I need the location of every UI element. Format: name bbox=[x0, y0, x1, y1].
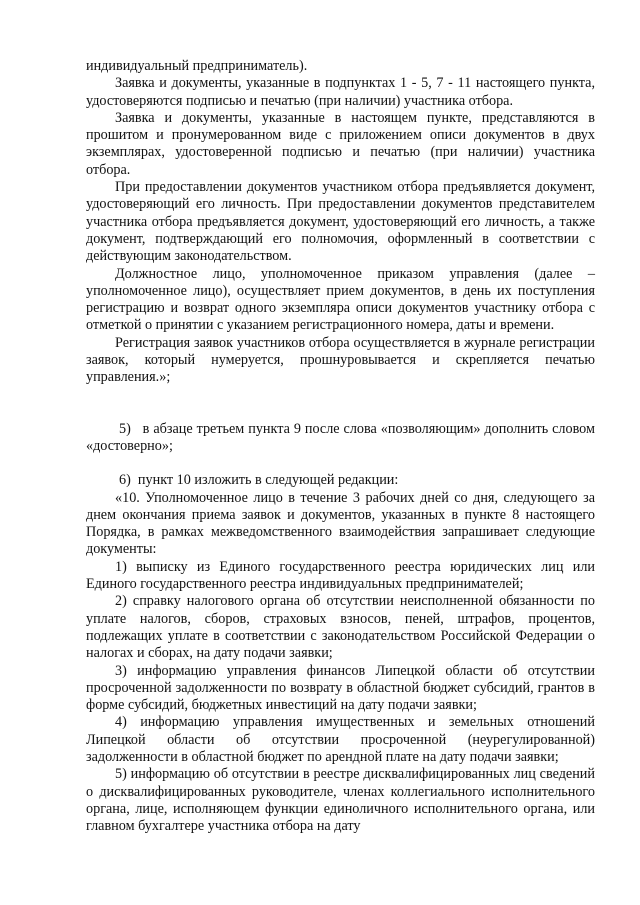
paragraph-item-6: 6) пункт 10 изложить в следующей редакции: bbox=[119, 472, 399, 489]
paragraph-clause-10: «10. Уполномоченное лицо в течение 3 рабочих дней со дня, следующего за днем окончания приема заявок и документов, указанных в пункте 8 настоящего Порядка, в рамках межведомственного взаимодействия запрашивает следующие документы: bbox=[86, 489, 595, 558]
list-item-1: 1) выписку из Единого государственного реестра юридических лиц или Единого государственного реестра индивидуальных предпринимателей; bbox=[86, 558, 595, 593]
list-item-3: 3) информацию управления финансов Липецкой области об отсутствии просроченной задолженности по возврату в областной бюджет субсидий, грантов в форме субсидий, бюджетных инвестиций на дату подачи заявки; bbox=[86, 662, 595, 714]
spacer bbox=[86, 387, 595, 421]
paragraph-continuation: индивидуальный предприниматель). bbox=[86, 58, 308, 74]
list-item-4: 4) информацию управления имущественных и земельных отношений Липецкой области об отсутствии просроченной (неурегулированной) задолженности в областной бюджет по арендной плате на дату подачи заявки; bbox=[86, 714, 595, 765]
document-page bbox=[86, 58, 595, 835]
spacer bbox=[86, 455, 595, 472]
list-item-2: 2) справку налогового органа об отсутствии неисполненной обязанности по уплате налогов, сборов, страховых взносов, пеней, штрафов, процентов, подлежащих уплате в соответствии с законодательством Российской Федерации о налогах и сборах, на дату подачи заявки; bbox=[86, 593, 595, 662]
list-item-5: 5) информацию об отсутствии в реестре дисквалифицированных лиц сведений о дисквалифицированных руководителе, членах коллегиального исполнительного органа, лице, исполняющем функции единоличного исполнительного органа, или главном бухгалтере участника отбора на дату bbox=[86, 766, 595, 835]
paragraph-item-5: 5) в абзаце третьем пункта 9 после слова «позволяющим» дополнить словом «достоверно»; bbox=[86, 420, 595, 454]
paragraph-binding-rule: Заявка и документы, указанные в настоящем пункте, представляются в прошитом и пронумерованном виде с приложением описи документов в двух экземплярах, удостоверенной подписью и печатью (при наличии) участника отбора. bbox=[86, 109, 595, 178]
paragraph-registration: Регистрация заявок участников отбора осуществляется в журнале регистрации заявок, который нумеруется, прошнуровывается и скрепляется печатью управления.»; bbox=[86, 334, 595, 386]
paragraph-identity-rule: При предоставлении документов участником отбора предъявляется документ, удостоверяющий его личность. При предоставлении документов представителем участника отбора предъявляется документ, удостоверяющий его личность, а также документ, подтверждающий его полномочия, оформленный в соответствии с действующим законодательством. bbox=[86, 179, 595, 265]
paragraph-authorized-person: Должностное лицо, уполномоченное приказом управления (далее – уполномоченное лицо), осуществляет прием документов, в день их поступления регистрацию и возврат одного экземпляра описи документов участнику отбора с отметкой о принятии с указанием регистрационного номера, даты и времени. bbox=[86, 265, 595, 334]
paragraph-signature-rule: Заявка и документы, указанные в подпунктах 1 - 5, 7 - 11 настоящего пункта, удостоверяются подписью и печатью (при наличии) участника отбора. bbox=[86, 75, 595, 109]
